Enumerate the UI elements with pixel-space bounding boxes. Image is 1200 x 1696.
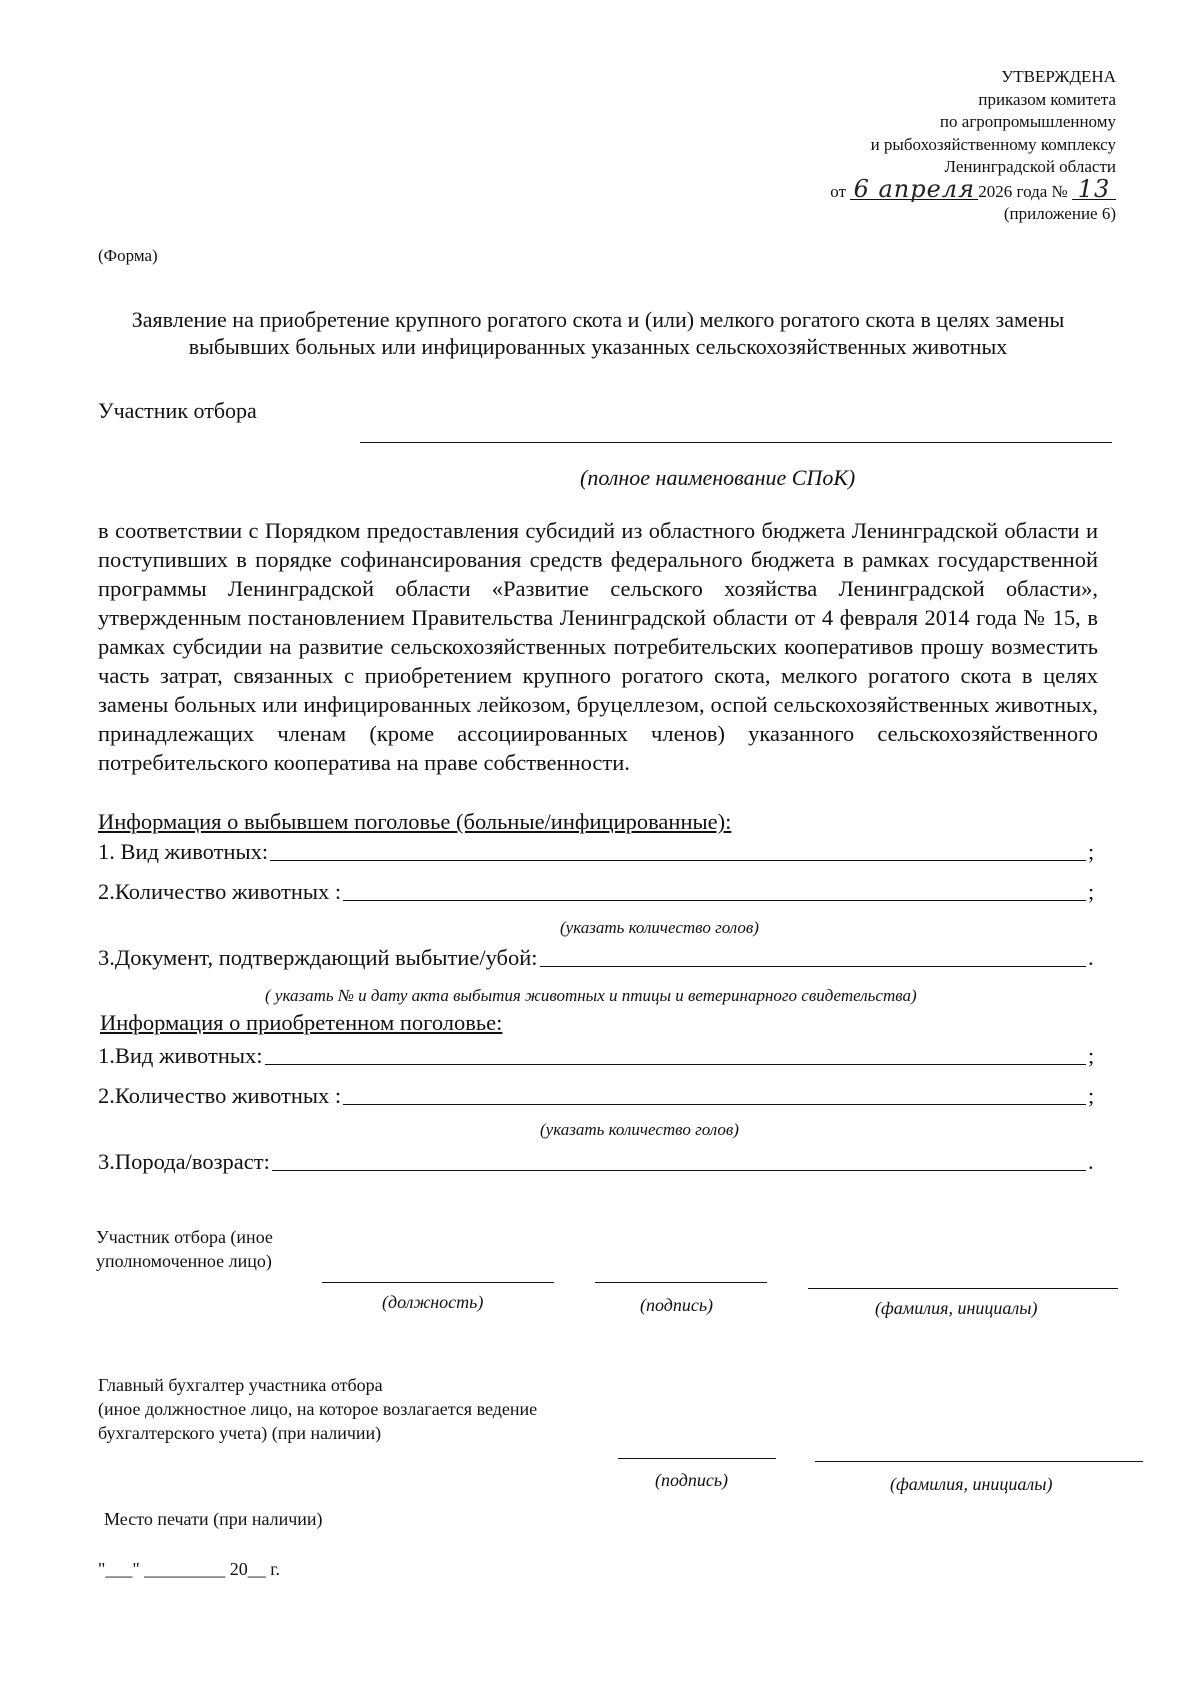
- retired-species-end: ;: [1088, 839, 1095, 864]
- date-line[interactable]: "___" _________ 20__ г.: [98, 1559, 281, 1579]
- retired-count-label: 2.Количество животных :: [98, 879, 342, 904]
- approval-line-3: и рыбохозяйственному комплексу: [870, 134, 1116, 154]
- seal-label: Место печати (при наличии): [104, 1509, 323, 1529]
- section-acquired-title: Информация о приобретенном поголовье:: [100, 1010, 503, 1035]
- accountant-label-line-3: бухгалтерского учета) (при наличии): [98, 1423, 382, 1443]
- signatory-signature-hint: (подпись): [640, 1295, 714, 1315]
- acquired-breed-label: 3.Порода/возраст:: [98, 1149, 270, 1174]
- acquired-species-label: 1.Вид животных:: [98, 1043, 263, 1068]
- retired-document-label: 3.Документ, подтверждающий выбытие/убой:: [98, 945, 538, 970]
- approval-appendix: (приложение 6): [1003, 204, 1116, 223]
- acquired-count-field[interactable]: [343, 1082, 1086, 1105]
- acquired-count-label: 2.Количество животных :: [98, 1083, 342, 1108]
- document-title: Заявление на приобретение крупного рогатого скота и (или) мелкого рогатого скота в целях замены выбывших больных или инфицированных указанных сельскохозяйственных животных: [131, 307, 1065, 359]
- signatory-position-hint: (должность): [382, 1292, 484, 1312]
- acquired-species-field[interactable]: [265, 1042, 1087, 1065]
- approval-title: УТВЕРЖДЕНА: [1001, 67, 1116, 86]
- handwritten-number: 13: [1072, 179, 1116, 200]
- retired-count-field[interactable]: [343, 878, 1086, 901]
- signatory-position-line[interactable]: [322, 1282, 554, 1283]
- approval-year-text: 2026 года №: [978, 181, 1068, 201]
- retired-document-hint: ( указать № и дату акта выбытия животных и птицы и ветеринарного свидетельства): [265, 986, 917, 1005]
- acquired-count-hint: (указать количество голов): [540, 1120, 739, 1139]
- signatory-signature-line[interactable]: [595, 1282, 767, 1283]
- retired-species-row: [98, 838, 1100, 865]
- signatory-name-line[interactable]: [808, 1288, 1118, 1289]
- acquired-count-end: ;: [1088, 1083, 1095, 1108]
- approval-date-number-line: [696, 174, 1116, 204]
- participant-name-line[interactable]: [360, 442, 1112, 443]
- signatory-label-line-1: Участник отбора (иное: [96, 1227, 273, 1247]
- retired-species-field[interactable]: [270, 838, 1086, 861]
- accountant-name-line[interactable]: [815, 1461, 1143, 1462]
- acquired-breed-row: [98, 1148, 1100, 1175]
- acquired-species-row: [98, 1042, 1100, 1069]
- accountant-label-line-2: (иное должностное лицо, на которое возлагается ведение: [98, 1399, 538, 1419]
- retired-count-row: [98, 878, 1100, 905]
- approval-block: [696, 66, 1116, 226]
- participant-label: Участник отбора: [98, 398, 257, 423]
- accountant-signature-line[interactable]: [618, 1458, 776, 1459]
- signatory-label-line-2: уполномоченное лицо): [96, 1251, 272, 1271]
- accountant-label-line-1: Главный бухгалтер участника отбора: [98, 1375, 383, 1395]
- signatory-label: [96, 1225, 273, 1273]
- signatory-name-hint: (фамилия, инициалы): [875, 1298, 1038, 1318]
- retired-document-end: .: [1088, 945, 1094, 970]
- acquired-breed-end: .: [1088, 1149, 1094, 1174]
- retired-document-row: [98, 944, 1100, 971]
- approval-line-1: приказом комитета: [978, 89, 1116, 109]
- approval-line-4: Ленинградской области: [944, 157, 1116, 176]
- participant-hint: (полное наименование СПоК): [580, 465, 856, 490]
- acquired-breed-field[interactable]: [272, 1148, 1086, 1171]
- accountant-label: [98, 1373, 537, 1445]
- approval-from-prefix: от: [830, 181, 847, 201]
- accountant-signature-hint: (подпись): [655, 1470, 729, 1490]
- acquired-count-row: [98, 1082, 1100, 1109]
- handwritten-date: 6 апреля: [850, 179, 978, 200]
- retired-count-hint: (указать количество голов): [560, 918, 759, 937]
- retired-species-label: 1. Вид животных:: [98, 839, 269, 864]
- accountant-name-hint: (фамилия, инициалы): [890, 1474, 1053, 1494]
- retired-document-field[interactable]: [540, 944, 1086, 967]
- application-body-text: в соответствии с Порядком предоставления субсидий из областного бюджета Ленинградской области и поступивших в порядке софинансирования средств федерального бюджета в рамках государственной программы Ленинградской области «Развитие сельского хозяйства Ленинградской области», утвержденным постановлением Правительства Ленинградской области от 4 февраля 2014 года № 15, в рамках субсидии на развитие сельскохозяйственных потребительских кооперативов прошу возместить часть затрат, связанных с приобретением крупного рогатого скота, мелкого рогатого скота в целях замены больных или инфицированных лейкозом, бруцеллезом, оспой сельскохозяйственных животных, принадлежащих членам (кроме ассоциированных членов) указанного сельскохозяйственного потребительского кооператива на праве собственности.: [98, 518, 1098, 775]
- section-retired-title: Информация о выбывшем поголовье (больные/инфицированные):: [98, 809, 732, 834]
- approval-line-2: по агропромышленному: [939, 112, 1116, 131]
- retired-count-end: ;: [1088, 879, 1095, 904]
- form-label: (Форма): [98, 246, 158, 265]
- acquired-species-end: ;: [1088, 1043, 1095, 1068]
